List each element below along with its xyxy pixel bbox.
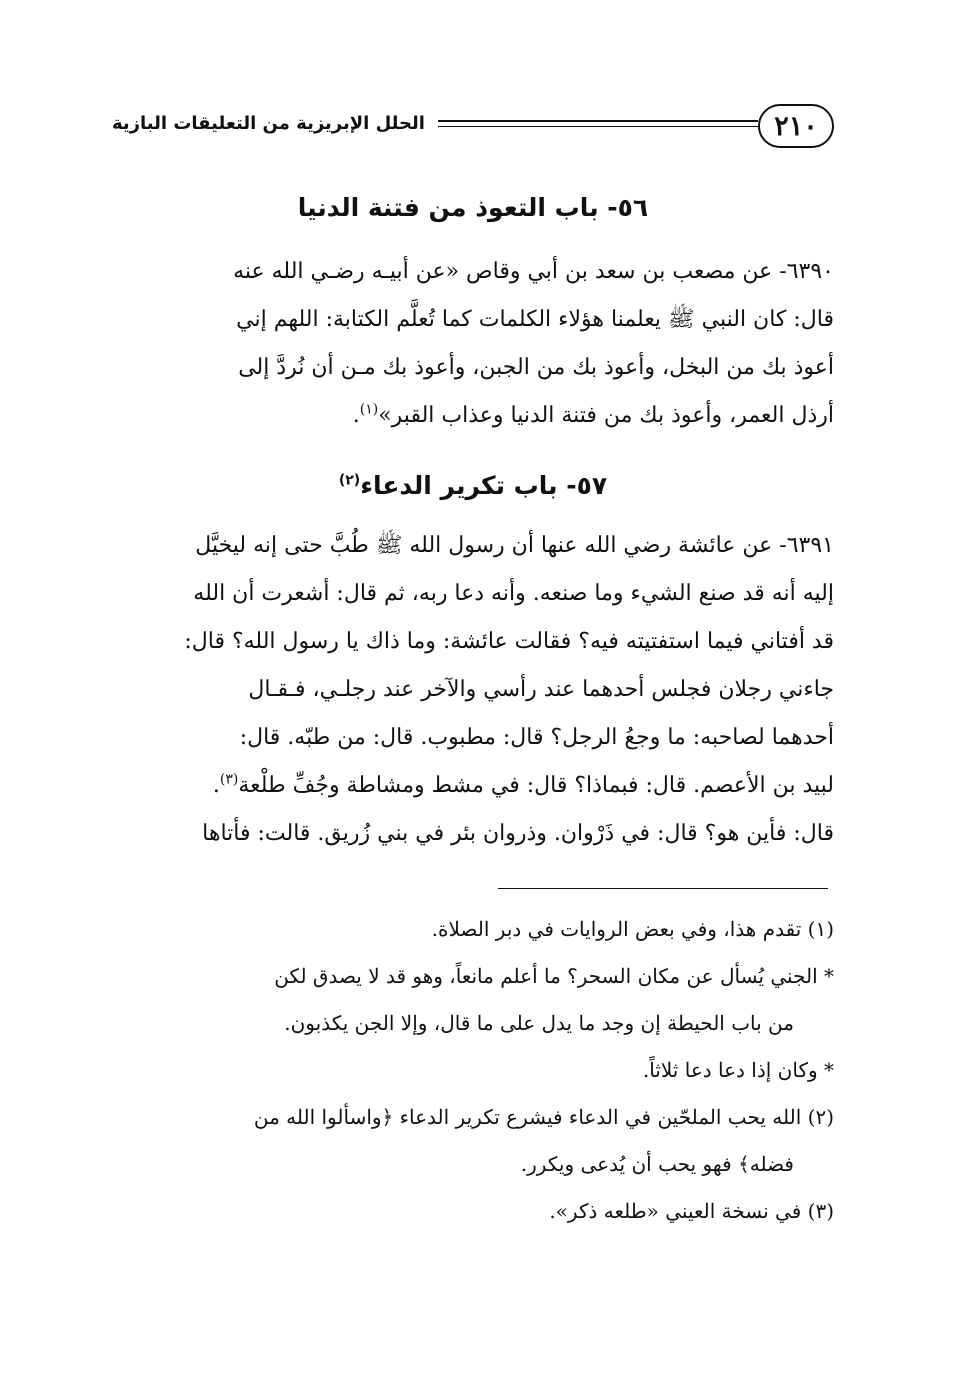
footnote-note-a-continued: من باب الحيطة إن وجد ما يدل على ما قال، وإلا الجن يكذبون. [284, 1011, 794, 1035]
running-header [112, 100, 834, 158]
text-line: أعوذ بك من البخل، وأعوذ بك من الجبن، وأعوذ بك مـن أن نُردَّ إلى [238, 355, 834, 380]
footnote-3: (٣) في نسخة العيني «طلعه ذكر». [549, 1199, 834, 1223]
text-fragment: لبيد بن الأعصم. قال: فبماذا؟ قال: في مشط ومشاطة وجُفِّ طلْعة [238, 773, 834, 798]
footnote-2-continued: فضله﴾ فهو يحب أن يُدعى ويكرر. [520, 1152, 794, 1176]
hadith-6391 [112, 522, 834, 858]
chapter-heading-56: ٥٦- باب التعوذ من فتنة الدنيا [297, 193, 649, 222]
chapter-heading-57 [112, 468, 834, 504]
hadith-6390 [112, 248, 834, 440]
page-number: ٢١٠ [758, 104, 834, 148]
footnote-note-b: * وكان إذا دعا دعا ثلاثاً. [642, 1058, 834, 1082]
sentence-end: . [352, 403, 360, 428]
footnote-separator [498, 888, 828, 889]
text-line [112, 762, 834, 810]
text-line: قال: كان النبي ﷺ يعلمنا هؤلاء الكلمات كما تُعلَّم الكتابة: اللهم إني [236, 307, 834, 332]
footnote-ref-2: (٢) [338, 472, 361, 489]
footnote-note-a: * الجني يُسأل عن مكان السحر؟ ما أعلم مانعاً، وهو قد لا يصدق لكن [274, 964, 834, 988]
text-line: إليه أنه قد صنع الشيء وما صنعه. وأنه دعا ربه، ثم قال: أشعرت أن الله [193, 581, 834, 606]
text-line: أحدهما لصاحبه: ما وجعُ الرجل؟ قال: مطبوب. قال: من طبّه. قال: [239, 725, 834, 750]
text-line [112, 392, 834, 440]
header-rule [438, 120, 758, 127]
text-line: ٦٣٩١- عن عائشة رضي الله عنها أن رسول الله ﷺ طُبَّ حتى إنه ليخيَّل [195, 533, 834, 558]
book-title: الحلل الإبريزية من التعليقات البازية [112, 113, 425, 134]
text-fragment: أرذل العمر، وأعوذ بك من فتنة الدنيا وعذاب القبر» [378, 403, 834, 428]
text-line: ٦٣٩٠- عن مصعب بن سعد بن أبي وقاص «عن أبيـه رضـي الله عنه [233, 259, 834, 284]
chapter-heading-text: ٥٧- باب تكرير الدعاء [360, 471, 608, 500]
footnote-1: (١) تقدم هذا، وفي بعض الروايات في دبر الصلاة. [431, 917, 834, 941]
text-line: جاءني رجلان فجلس أحدهما عند رأسي والآخر عند رجلـي، فـقـال [248, 677, 834, 702]
footnotes [112, 906, 834, 1235]
sentence-end: . [212, 773, 220, 798]
footnote-2: (٢) الله يحب الملحّين في الدعاء فيشرع تكرير الدعاء ﴿واسألوا الله من [253, 1105, 834, 1129]
text-line: قال: فأين هو؟ قال: في ذَرْوان. وذروان بئر في بني زُريق. قالت: فأتاها [202, 821, 834, 846]
footnote-ref-1: (١) [359, 401, 379, 418]
footnote-ref-3: (٣) [219, 771, 239, 788]
text-line: قد أفتاني فيما استفتيته فيه؟ فقالت عائشة: وما ذاك يا رسول الله؟ قال: [184, 629, 834, 654]
